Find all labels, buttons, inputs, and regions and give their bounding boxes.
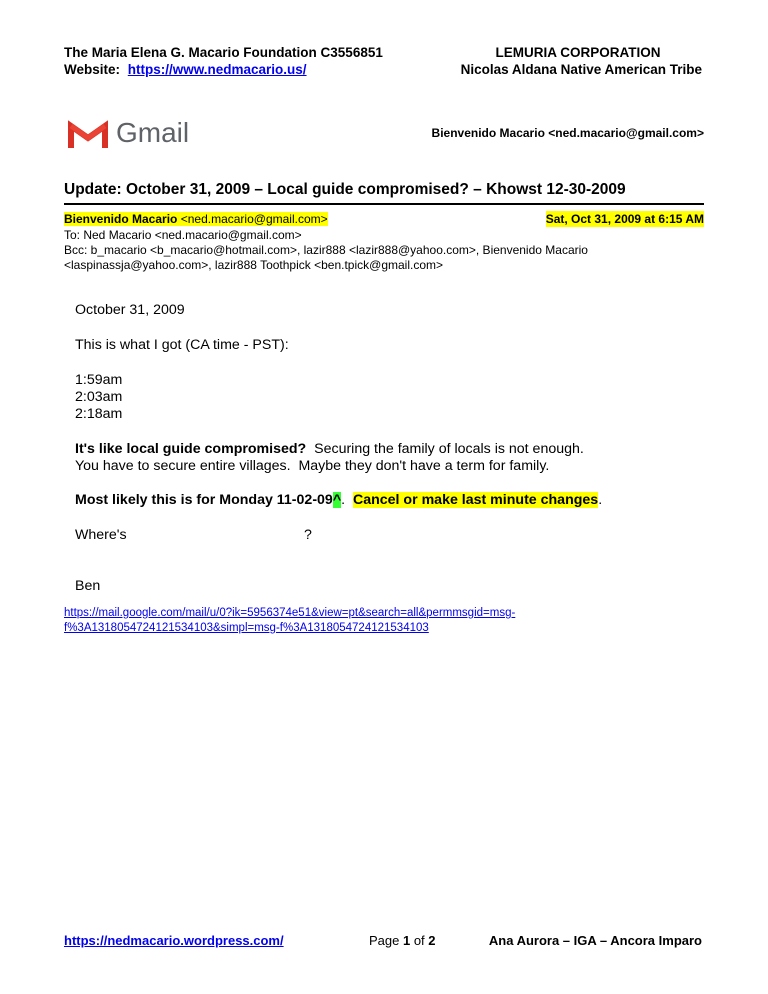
sender-email: <ned.macario@gmail.com> [180, 212, 328, 226]
body-date: October 31, 2009 [75, 302, 185, 318]
villages-line: You have to secure entire villages. Maybe they don't have a term for family. [75, 458, 550, 474]
footer-blog-link[interactable]: https://nedmacario.wordpress.com/ [64, 933, 284, 948]
likely-line [75, 491, 602, 509]
foundation-name: The Maria Elena G. Macario Foundation C3556851 [64, 45, 383, 60]
subject-divider [64, 203, 704, 205]
wheres-text: Where's [75, 527, 127, 543]
website-link[interactable]: https://www.nedmacario.us/ [127, 62, 307, 77]
likely-bold: Most likely this is for Monday 11-02-09 [75, 492, 333, 508]
corporation-name: LEMURIA CORPORATION [495, 45, 661, 60]
time-1: 1:59am [75, 372, 123, 388]
footer-tagline: Ana Aurora – IGA – Ancora Imparo [488, 933, 702, 948]
bcc-line-1: Bcc: b_macario <b_macario@hotmail.com>, lazir888 <lazir888@yahoo.com>, Bienvenido Macario [64, 243, 588, 257]
page-prefix: Page [369, 933, 403, 948]
sender-block [64, 212, 328, 226]
email-date: Sat, Oct 31, 2009 at 6:15 AM [545, 212, 704, 226]
body-intro: This is what I got (CA time - PST): [75, 337, 289, 353]
email-url-line-1[interactable]: https://mail.google.com/mail/u/0?ik=5956374e51&view=pt&search=all&permmsgid=msg- [64, 607, 516, 619]
page-total: 2 [428, 933, 436, 948]
compromised-line [75, 440, 584, 458]
bcc-line-2: <laspinassja@yahoo.com>, lazir888 Toothpick <ben.tpick@gmail.com> [64, 258, 444, 272]
page-of: of [410, 933, 429, 948]
time-2: 2:03am [75, 389, 123, 405]
signoff: Ben [75, 578, 101, 594]
caret-mark: ^ [332, 492, 342, 508]
page-number [369, 933, 436, 948]
gmail-logo-text: Gmail [116, 117, 190, 148]
cancel-highlight: Cancel or make last minute changes [352, 492, 599, 508]
period-1: . [341, 492, 346, 508]
page-current: 1 [402, 933, 411, 948]
gmail-m-icon [68, 120, 108, 150]
website-label: Website: [64, 62, 121, 77]
compromised-bold: It's like local guide compromised? [75, 441, 307, 457]
email-url-line-2[interactable]: f%3A1318054724121534103&simpl=msg-f%3A1318054724121534103 [64, 622, 429, 634]
compromised-rest: Securing the family of locals is not enough. [306, 441, 584, 457]
to-line: To: Ned Macario <ned.macario@gmail.com> [64, 228, 302, 242]
gmail-account: Bienvenido Macario <ned.macario@gmail.com> [431, 126, 704, 140]
email-subject: Update: October 31, 2009 – Local guide compromised? – Khowst 12-30-2009 [64, 181, 626, 198]
time-3: 2:18am [75, 406, 123, 422]
website-line [64, 62, 307, 78]
sender-name: Bienvenido Macario [64, 212, 178, 226]
tribe-name: Nicolas Aldana Native American Tribe [460, 62, 702, 77]
sender-line [64, 211, 328, 227]
wheres-question: ? [304, 527, 312, 543]
period-2: . [598, 492, 603, 508]
